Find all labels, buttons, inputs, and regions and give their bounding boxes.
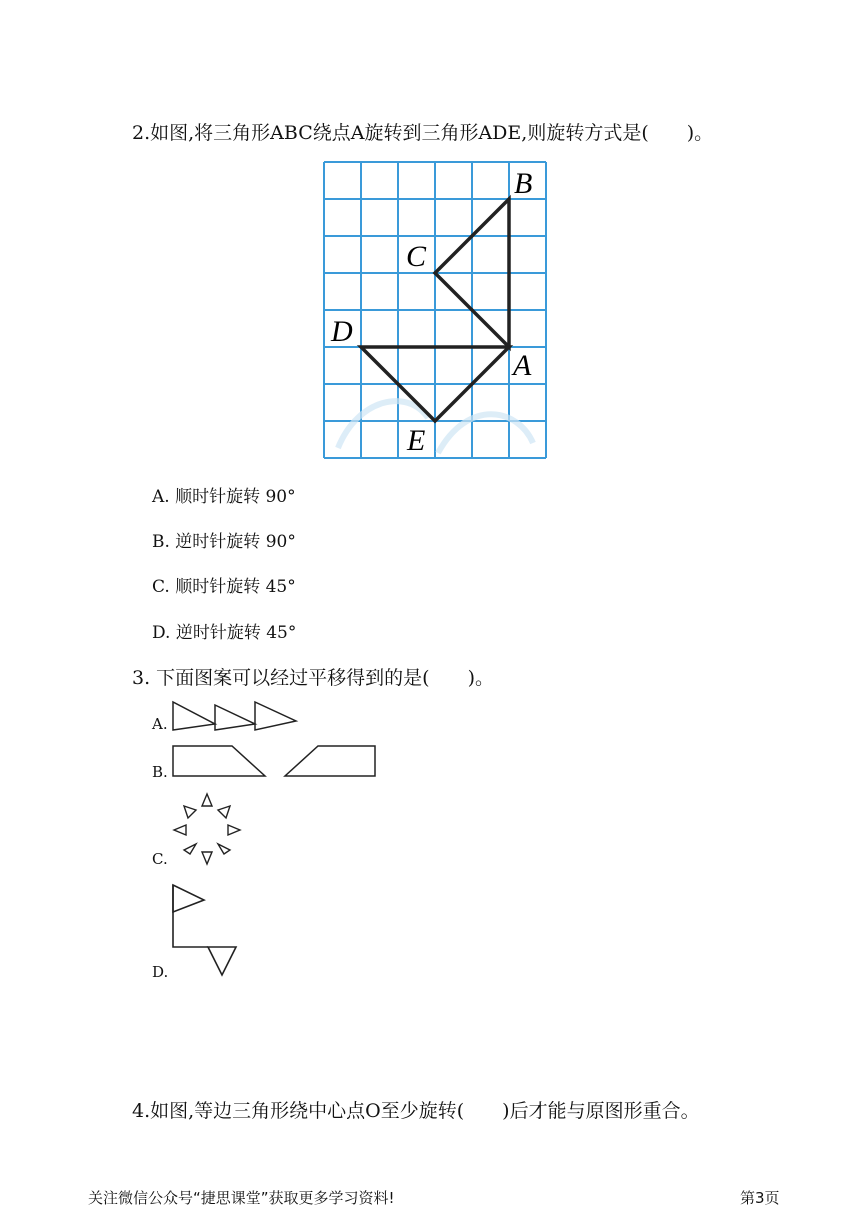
q3-option-a-label[interactable]: A.: [152, 715, 168, 733]
question-2-text: 2.如图,将三角形ABC绕点A旋转到三角形ADE,则旋转方式是( )。: [132, 122, 714, 144]
footer-promo: 关注微信公众号“捷思课堂”获取更多学习资料!: [88, 1189, 395, 1207]
rotation-grid-figure: [318, 158, 550, 464]
q3-option-d-label[interactable]: D.: [152, 963, 169, 981]
q3-option-b-figure: [170, 743, 380, 779]
q3-option-d-figure: [170, 882, 242, 980]
q2-option-c[interactable]: C. 顺时针旋转 45°: [152, 577, 296, 597]
q2-option-a[interactable]: A. 顺时针旋转 90°: [152, 487, 296, 507]
q3-option-c-label[interactable]: C.: [152, 850, 168, 868]
question-3-text: 3. 下面图案可以经过平移得到的是( )。: [132, 667, 494, 689]
point-label-d: D: [331, 315, 353, 348]
question-4-text: 4.如图,等边三角形绕中心点O至少旋转( )后才能与原图形重合。: [132, 1100, 700, 1122]
point-label-e: E: [407, 424, 426, 457]
q3-option-b-label[interactable]: B.: [152, 763, 168, 781]
q3-option-c-figure: [170, 790, 246, 868]
page-number: 第3页: [740, 1189, 780, 1207]
q3-option-a-figure: [170, 699, 300, 735]
q2-option-b[interactable]: B. 逆时针旋转 90°: [152, 532, 296, 552]
point-label-c: C: [406, 240, 427, 273]
point-label-a: A: [513, 349, 532, 382]
point-label-b: B: [514, 167, 533, 200]
q2-option-d[interactable]: D. 逆时针旋转 45°: [152, 623, 297, 643]
